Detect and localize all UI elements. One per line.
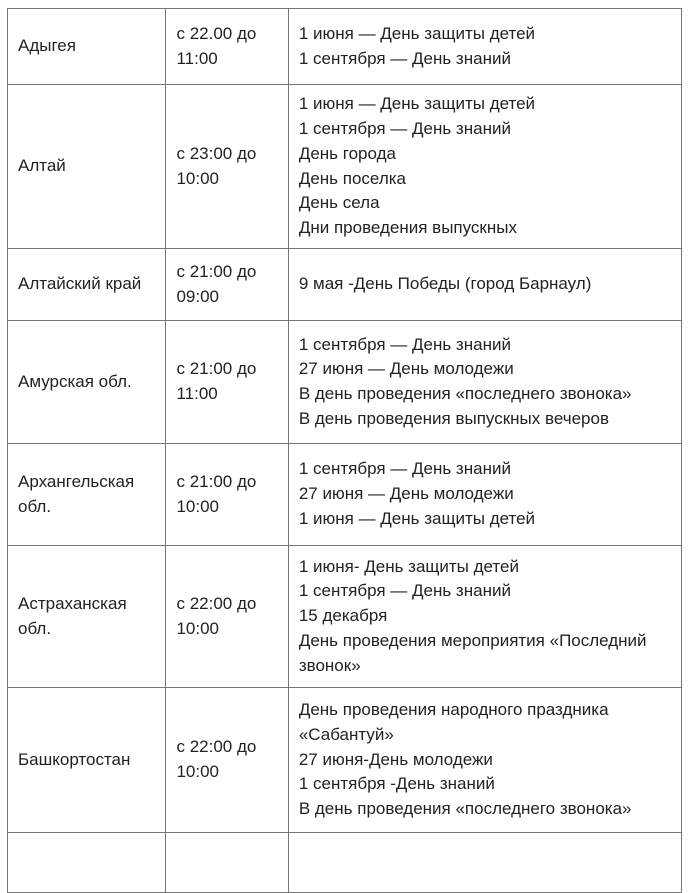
table-row: [8, 9, 682, 85]
table-row: [8, 85, 682, 249]
region-cell: Архангельская обл.: [8, 444, 166, 546]
holiday-line: 1 сентября — День знаний: [298, 581, 511, 601]
holiday-line: 27 июня — День молодежи: [298, 359, 514, 379]
holiday-line: Дни проведения выпускных: [298, 217, 517, 237]
holidays-cell: [288, 9, 681, 85]
time-range-cell: с 23:00 до 10:00: [166, 85, 288, 249]
holiday-line: 1 июня — День защиты детей: [298, 23, 536, 43]
table-row: [8, 546, 682, 688]
time-range-cell: с 21:00 до 11:00: [166, 321, 288, 444]
holidays-cell: [288, 833, 681, 893]
table-row: [8, 688, 682, 833]
holidays-cell: [288, 249, 681, 321]
time-range-cell: [166, 833, 288, 893]
holidays-cell: [288, 688, 681, 833]
time-range-cell: с 22:00 до 10:00: [166, 688, 288, 833]
table-row: [8, 321, 682, 444]
holiday-line: День поселка: [298, 168, 406, 188]
table-row: [8, 833, 682, 893]
holiday-line: 9 мая -День Победы (город Барнаул): [298, 274, 592, 294]
time-range-cell: с 21:00 до 10:00: [166, 444, 288, 546]
holiday-line: 27 июня — День молодежи: [298, 484, 514, 504]
table-row: [8, 444, 682, 546]
holiday-line: 1 сентября — День знаний: [298, 119, 511, 139]
region-cell: Башкортостан: [8, 688, 166, 833]
holiday-line: День села: [298, 193, 380, 213]
holiday-line: В день проведения выпускных вечеров: [298, 408, 609, 428]
time-range-cell: с 22:00 до 10:00: [166, 546, 288, 688]
time-range-cell: с 22.00 до 11:00: [166, 9, 288, 85]
holiday-line: День города: [298, 143, 396, 163]
region-cell: Алтай: [8, 85, 166, 249]
holidays-cell: [288, 444, 681, 546]
region-cell: Адыгея: [8, 9, 166, 85]
region-cell: Астраханская обл.: [8, 546, 166, 688]
holidays-cell: [288, 546, 681, 688]
holiday-line: 15 декабря: [298, 606, 388, 626]
holiday-line: 1 июня- День защиты детей: [298, 556, 519, 576]
holiday-line: 27 июня-День молодежи: [298, 749, 493, 769]
time-range-cell: с 21:00 до 09:00: [166, 249, 288, 321]
holidays-cell: [288, 85, 681, 249]
holiday-line: 1 июня — День защиты детей: [298, 508, 536, 528]
holiday-line: 1 июня — День защиты детей: [298, 94, 536, 114]
holiday-line: В день проведения «последнего звонока»: [298, 384, 632, 403]
holidays-cell: [288, 321, 681, 444]
holiday-line: День проведения народного праздника «Сабантуй»: [298, 700, 609, 744]
region-cell: [8, 833, 166, 893]
holiday-line: 1 сентября — День знаний: [298, 48, 511, 68]
regions-holidays-table: [7, 8, 682, 893]
region-cell: Алтайский край: [8, 249, 166, 321]
holiday-line: 1 сентября — День знаний: [298, 459, 511, 479]
table-row: [8, 249, 682, 321]
holiday-line: В день проведения «последнего звонока»: [298, 799, 632, 819]
holiday-line: 1 сентября — День знаний: [298, 334, 511, 354]
holiday-line: 1 сентября -День знаний: [298, 774, 495, 794]
holiday-line: День проведения мероприятия «Последний звонок»: [298, 630, 647, 675]
region-cell: Амурская обл.: [8, 321, 166, 444]
